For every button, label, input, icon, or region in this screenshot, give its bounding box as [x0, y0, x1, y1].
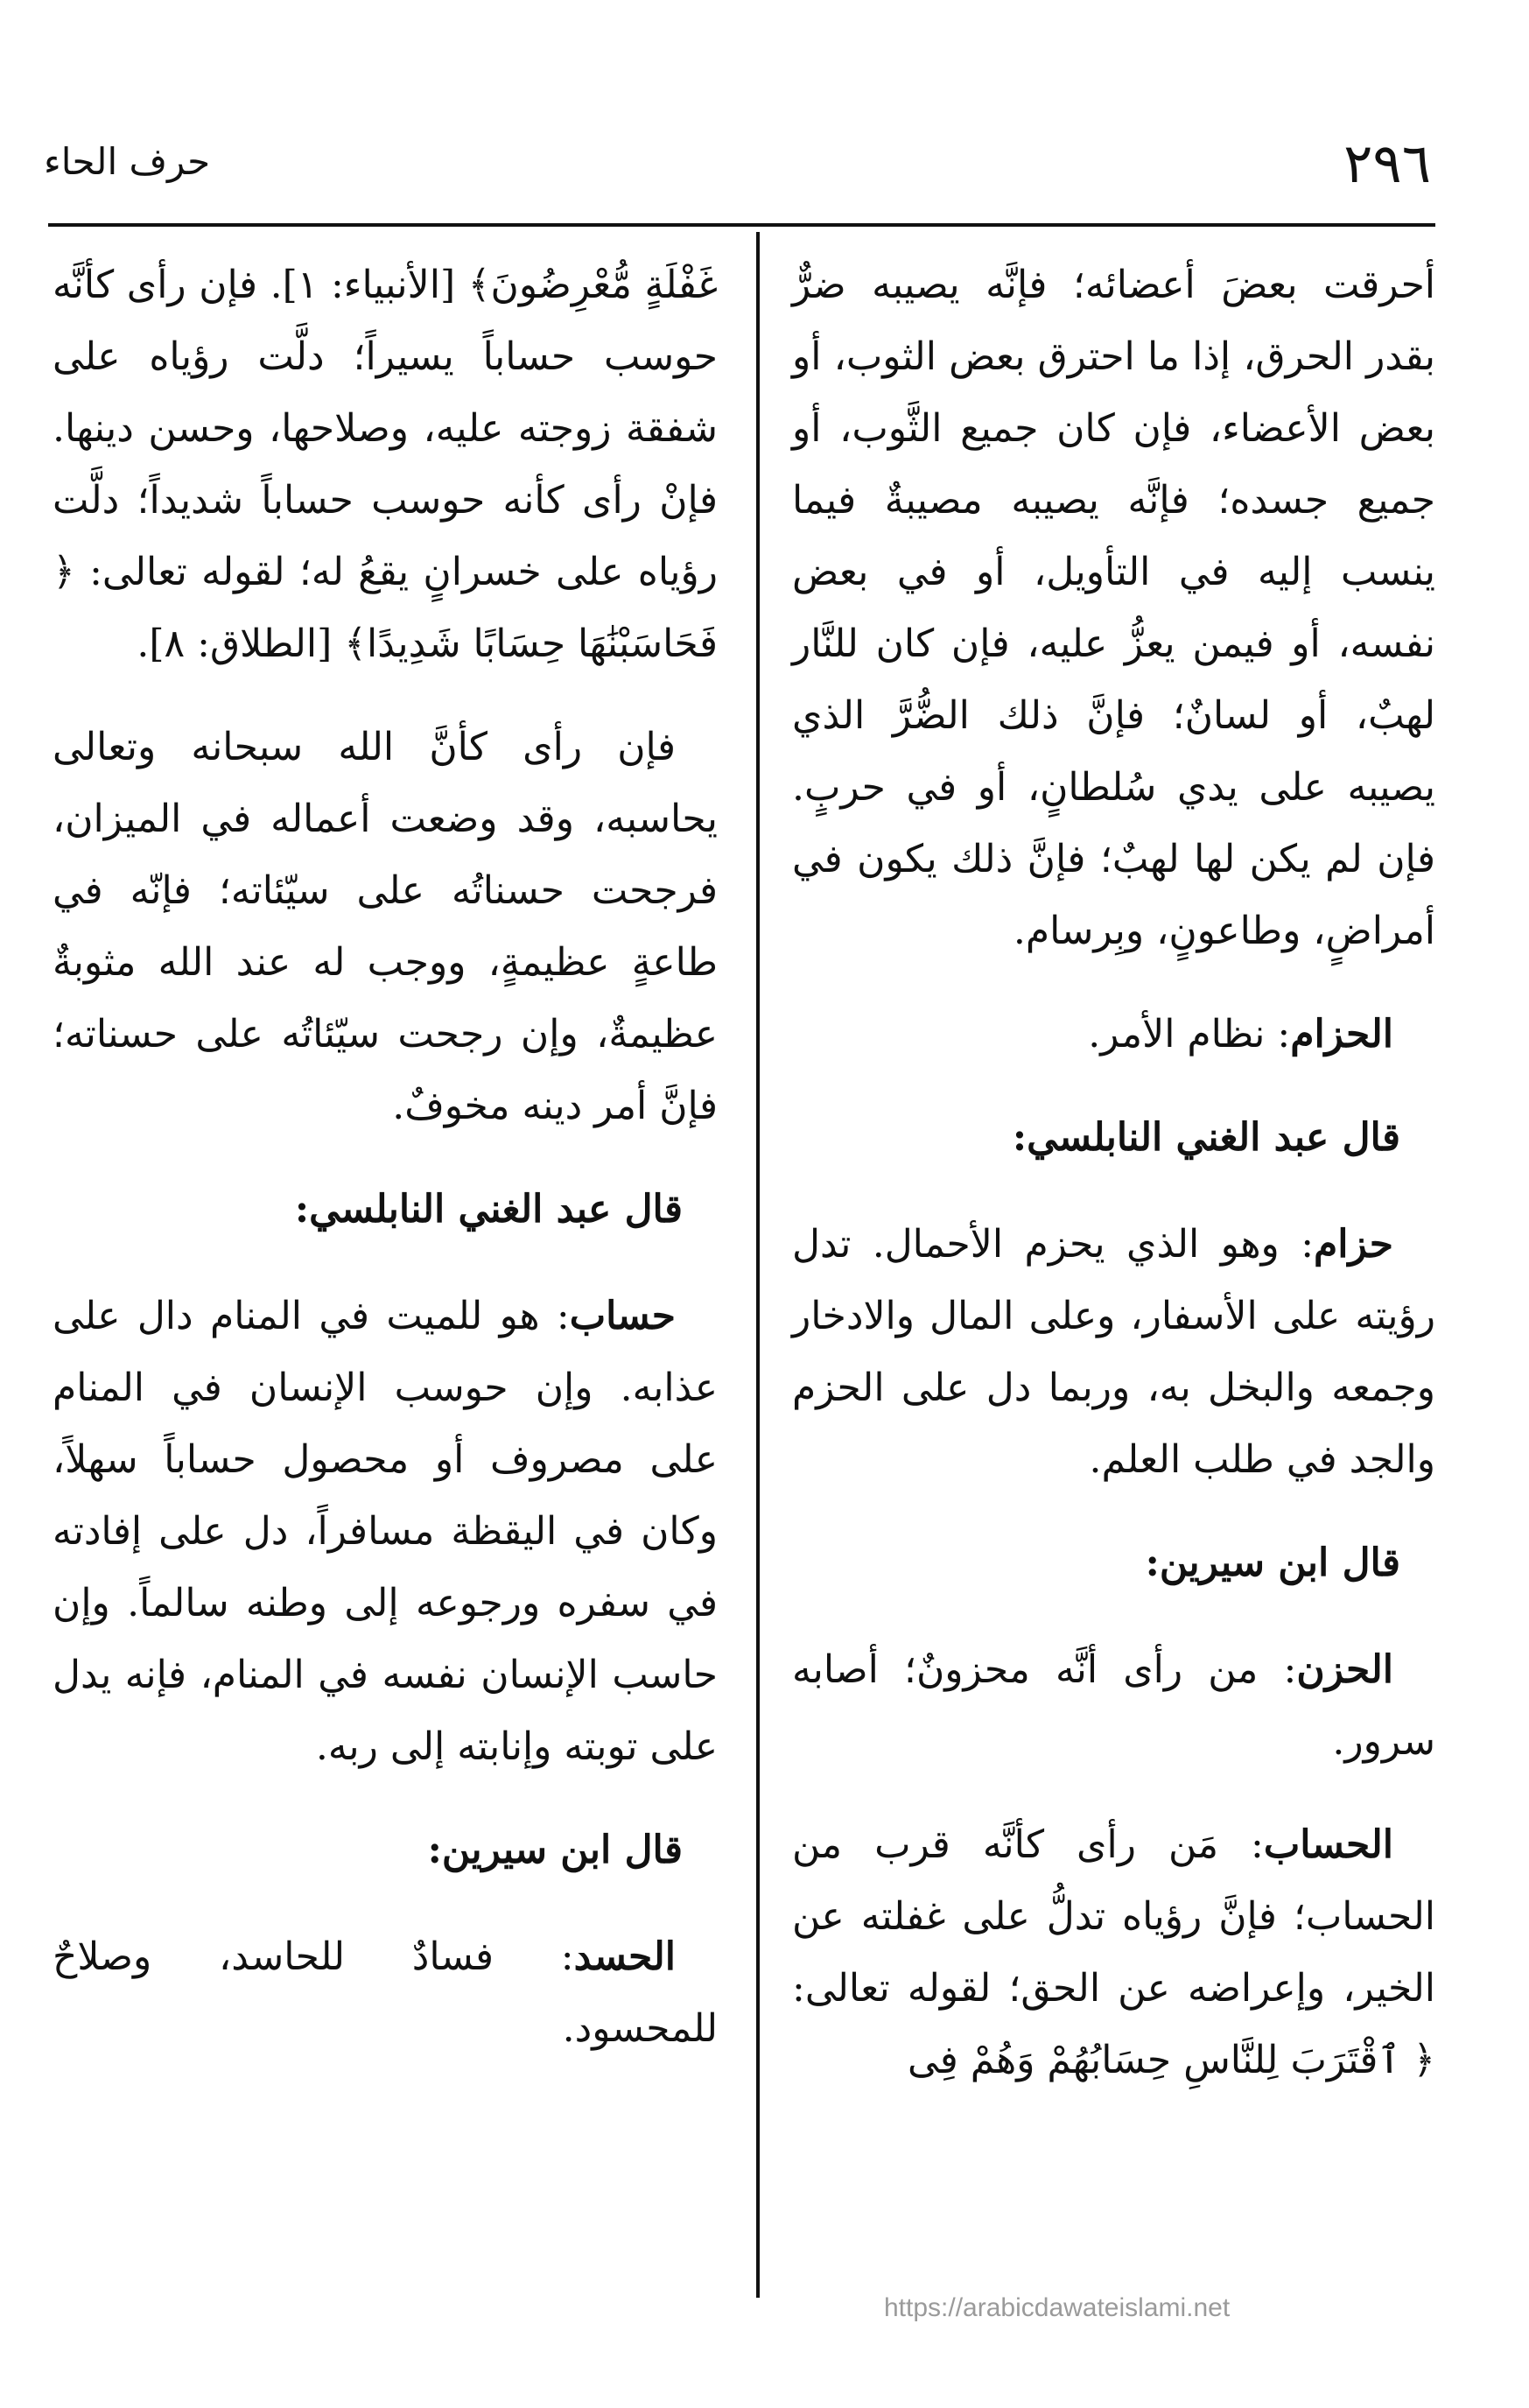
- right-column: [792, 249, 1435, 2128]
- quran-verse: غَفْلَةٍ مُّعْرِضُونَ﴾: [467, 263, 718, 307]
- entry-term: الحساب: [1263, 1822, 1393, 1867]
- entry-definition: : مَن رأى كأنَّه قرب من الحساب؛ فإنَّ رؤياه تدلُّ على غفلته عن الخير، وإعراضه عن الحق؛ لقوله تعالى:: [792, 1822, 1435, 2011]
- paragraph-burning: أحرقت بعضَ أعضائه؛ فإنَّه يصيبه ضرٌّ بقدر الحرق، إذا ما احترق بعض الثوب، أو بعض الأعضاء، فإن كان جميع الثَّوب، أو جميع جسده؛ فإنَّه يصيبه مصيبةٌ فيما ينسب إليه في التأويل، أو في بعض نفسه، أو فيمن يعزُّ عليه، فإن كان للنَّار لهبٌ، أو لسانٌ؛ فإنَّ ذلك الضُّرَّ الذي يصيبه على يدي سُلطانٍ، أو في حربٍ. فإن لم يكن لها لهبٌ؛ فإنَّ ذلك يكون في أمراضٍ، وطاعونٍ، وبِرسام.: [792, 263, 1435, 953]
- entry-hazim: [792, 1209, 1435, 1496]
- entry-term: الحزن: [1296, 1647, 1393, 1692]
- left-column: [53, 249, 718, 2096]
- entry-definition: : من رأى أنَّه محزونٌ؛ أصابه سرور.: [792, 1647, 1435, 1764]
- entry-definition: : نظام الأمر.: [1088, 1012, 1291, 1057]
- entry-term: حساب: [569, 1294, 676, 1338]
- entry-term: الحزام: [1290, 1012, 1393, 1057]
- quran-verse: ﴿ فَحَاسَبْنَٰهَا حِسَابًا شَدِيدًا﴾: [53, 550, 718, 666]
- section-heading: قال عبد الغني النابلسي:: [294, 1187, 683, 1232]
- entry-huzn: [792, 1634, 1435, 1778]
- quran-reference: [الطلاق: ٨].: [137, 621, 333, 666]
- chapter-title: حرف الحاء: [44, 140, 211, 183]
- entry-hisab: [792, 1809, 1435, 2096]
- quran-reference: [الأنبياء: ١].: [270, 263, 456, 307]
- entry-term: حزام: [1314, 1222, 1393, 1267]
- section-heading: قال ابن سيرين:: [1145, 1541, 1400, 1585]
- entry-hizam: [792, 999, 1435, 1071]
- header-rule: [48, 223, 1435, 227]
- entry-term: الحسد: [573, 1934, 676, 1979]
- entry-definition: : فسادٌ للحاسد، وصلاحٌ للمحسود.: [53, 1934, 718, 2051]
- section-heading: قال عبد الغني النابلسي:: [1012, 1115, 1400, 1160]
- quran-verse: ﴿ ٱقْتَرَبَ لِلنَّاسِ حِسَابُهُمْ وَهُمْ فِى: [908, 2038, 1435, 2082]
- section-heading: قال ابن سيرين:: [427, 1828, 683, 1872]
- paragraph-hisab-continued: [53, 249, 718, 680]
- paragraph-text: فإن رأى كأنَّه حوسب حساباً يسيراً؛ دلَّت رؤياه على شفقة زوجته عليه، وصلاحها، وحسن دينها. فإنْ رأى كأنه حوسب حساباً شديداً؛ دلَّت رؤياه على خسرانٍ يقعُ له؛ لقوله تعالى:: [53, 263, 718, 594]
- watermark-url: https://arabicdawateislami.net: [884, 2293, 1231, 2322]
- entry-definition: : هو للميت في المنام دال على عذابه. وإن حوسب الإنسان في المنام على مصروف أو محصول حساباً سهلاً، وكان في اليقظة مسافراً، دل على إفادته في سفره ورجوعه إلى وطنه سالماً. وإن حاسب الإنسان نفسه في المنام، فإنه يدل على توبته وإنابته إلى ربه.: [53, 1294, 718, 1769]
- page-number: ٢٩٦: [1343, 131, 1431, 195]
- entry-hasad: [53, 1921, 718, 2065]
- entry-definition: : وهو الذي يحزم الأحمال. تدل رؤيته على الأسفار، وعلى المال والادخار وجمعه والبخل به، وربما دل على الحزم والجد في طلب العلم.: [792, 1222, 1435, 1482]
- paragraph-weighing: فإن رأى كأنَّ الله سبحانه وتعالى يحاسبه، وقد وضعت أعماله في الميزان، فرجحت حسناتُه على سيّئاته؛ فإنّه في طاعةٍ عظيمةٍ، ووجب له عند الله مثوبةٌ عظيمةٌ، وإن رجحت سيّئاتُه على حسناته؛ فإنَّ أمر دينه مخوفٌ.: [53, 725, 718, 1128]
- entry-hisab-nabulsi: [53, 1281, 718, 1783]
- column-divider: [756, 232, 760, 2298]
